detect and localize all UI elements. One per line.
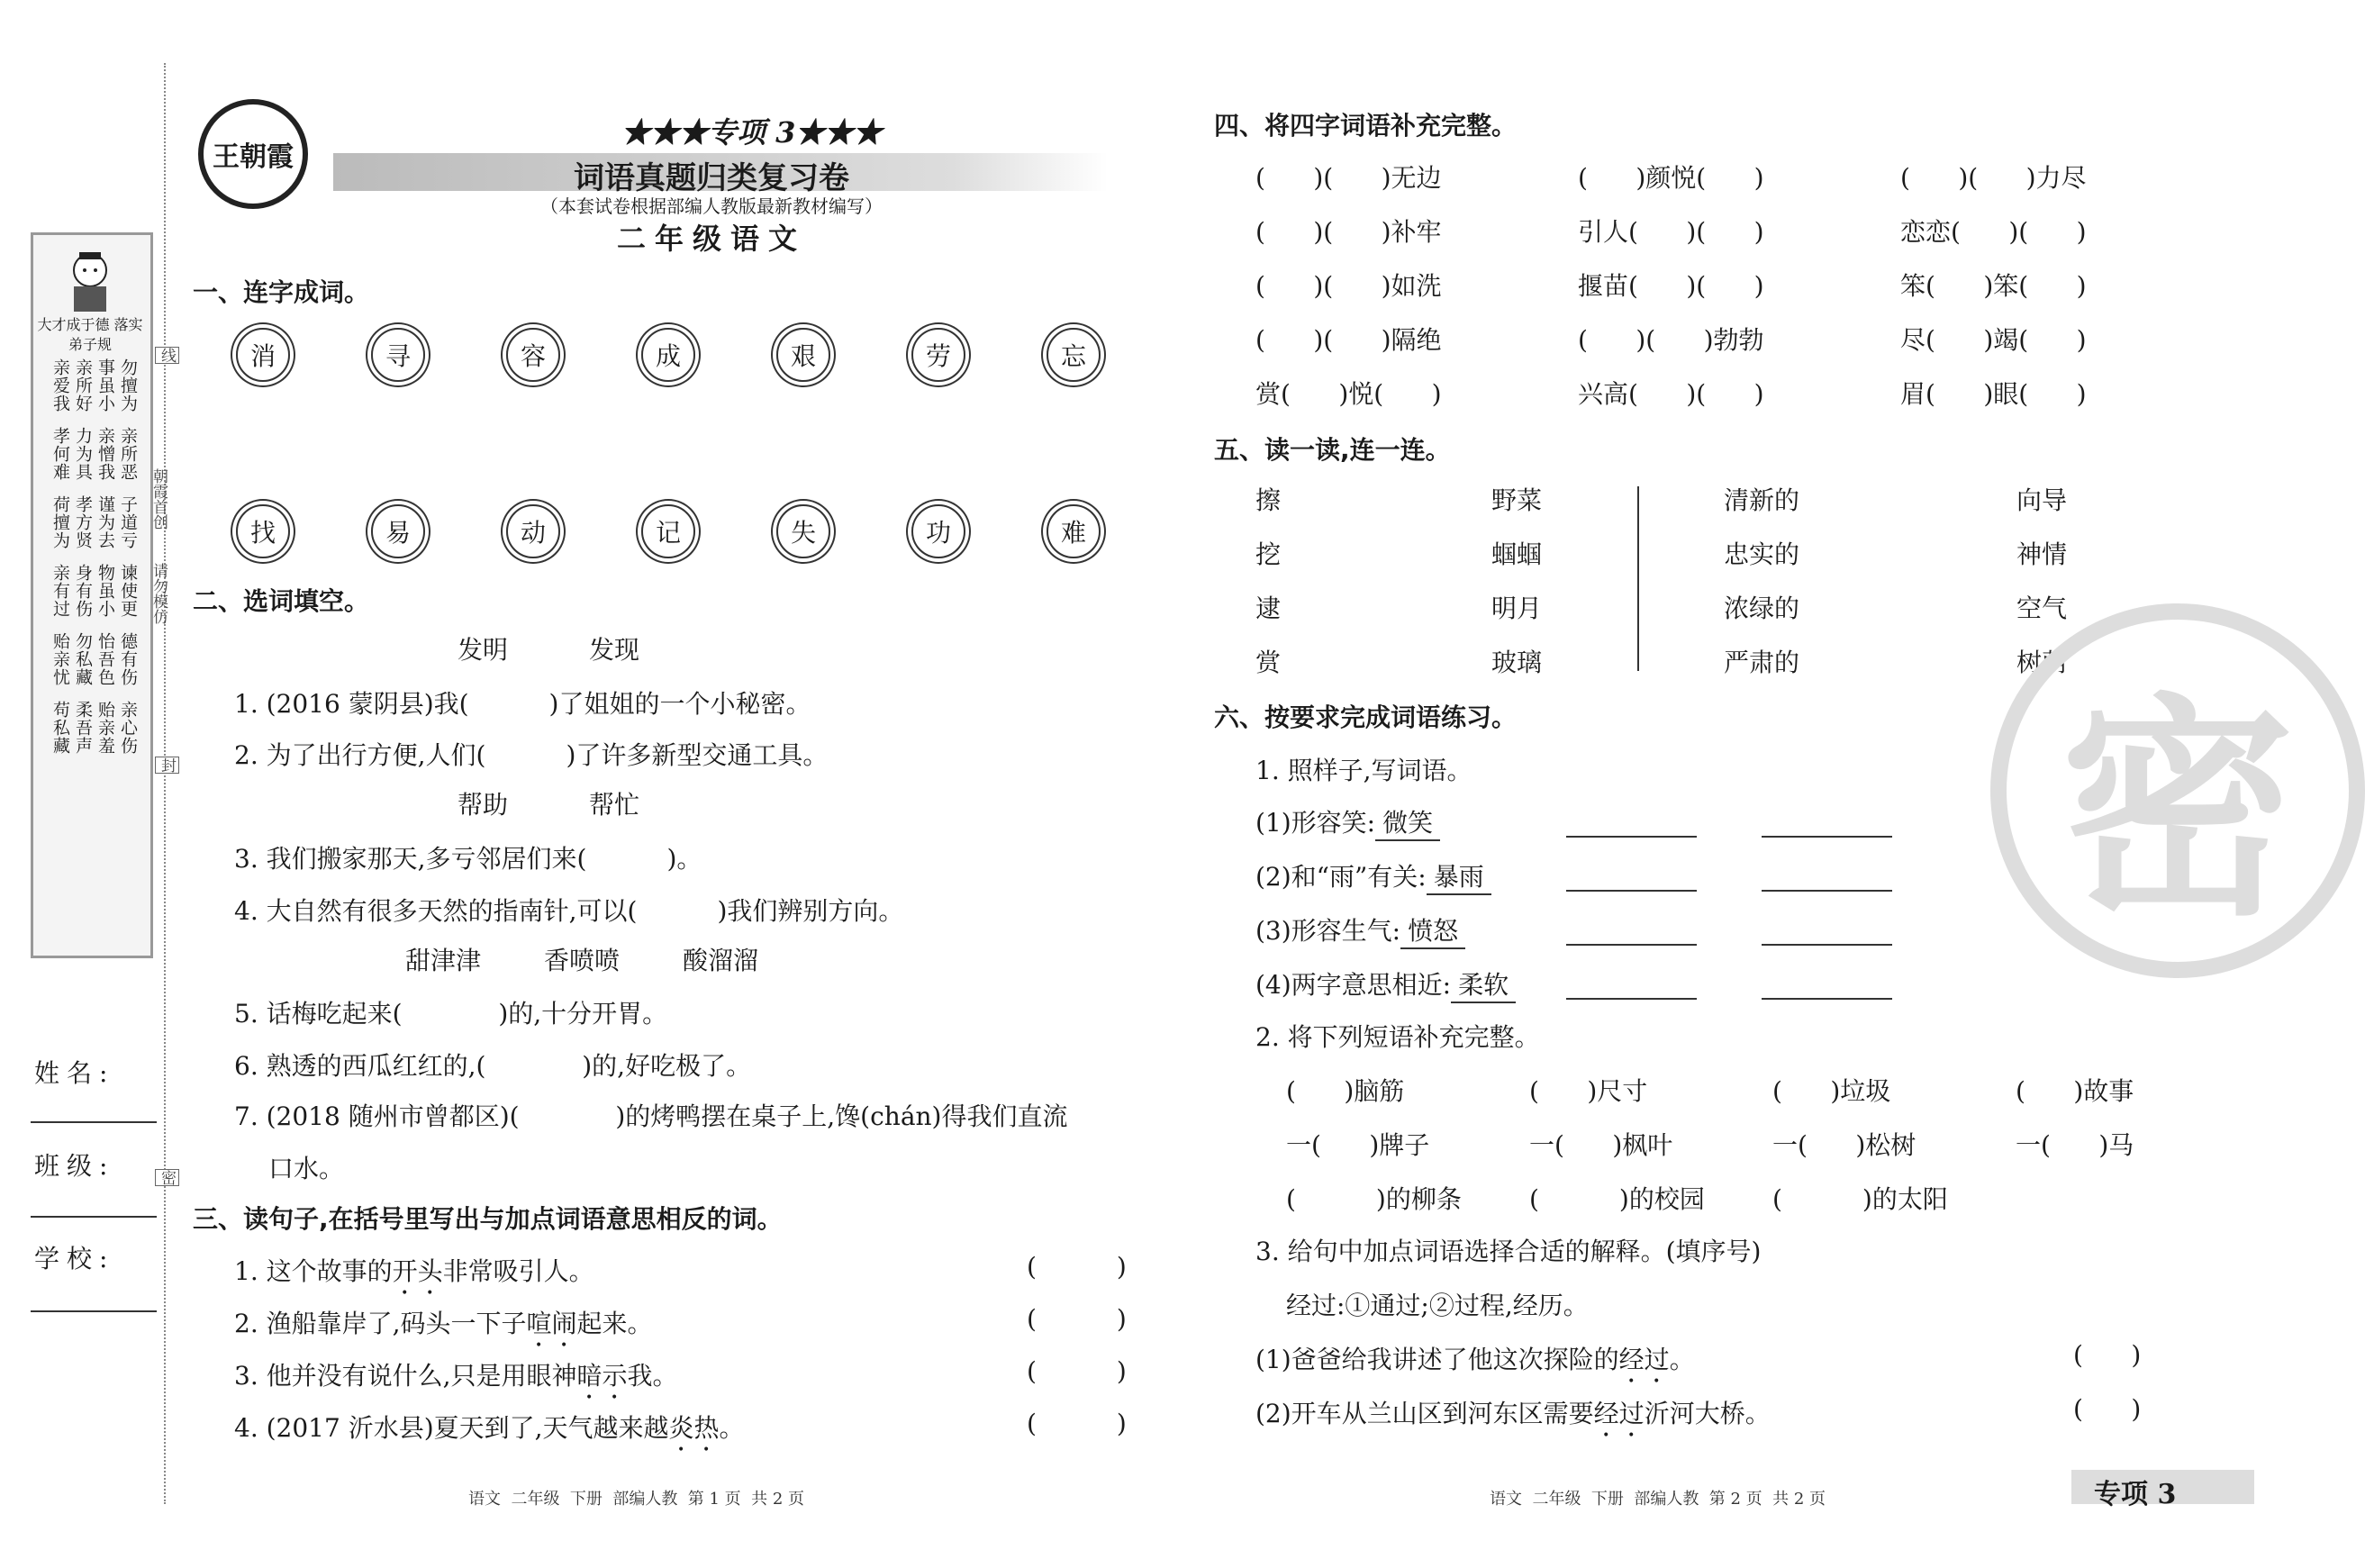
idiom-blank[interactable]: 引人( )( )	[1578, 217, 1764, 247]
section3-item	[234, 1356, 678, 1405]
secret-seal: 密	[1990, 603, 2365, 978]
question-2-5: 5. 话梅吃起来( )的,十分开胃。	[234, 999, 668, 1029]
sidebar-verse: 谨为去	[95, 495, 115, 549]
sentence-text: 。	[719, 1413, 745, 1443]
char-flower[interactable]: 艰	[776, 328, 830, 382]
answer-blank[interactable]	[1762, 944, 1892, 946]
match-item[interactable]: 明月	[1491, 594, 1543, 623]
phrase-blank[interactable]: ( )的校园	[1529, 1184, 1705, 1214]
idiom-blank[interactable]: 揠苗( )( )	[1578, 271, 1764, 301]
char-flower[interactable]: 易	[371, 504, 425, 558]
fold-mark-mi: 密	[155, 1169, 179, 1186]
char-flower[interactable]: 功	[911, 504, 965, 558]
name-label: 姓名:	[34, 1058, 115, 1088]
sidebar-note-no-copy: 请勿模仿	[150, 563, 168, 624]
example-label: (4)两字意思相近:	[1255, 970, 1452, 1000]
idiom-blank[interactable]: ( )( )如洗	[1255, 271, 1442, 301]
example-row	[1255, 803, 1440, 841]
phrase-blank[interactable]: ( )故事	[2016, 1076, 2134, 1106]
sidebar-verse: 亲所好	[73, 358, 93, 412]
section5-title: 五、读一读,连一连。	[1214, 435, 1451, 465]
phrase-blank[interactable]: ( )尺寸	[1529, 1076, 1648, 1106]
footer-tab: 专项 3	[2094, 1479, 2177, 1510]
section6-sub3: 3. 给句中加点词语选择合适的解释。(填序号)	[1255, 1237, 1762, 1266]
section3-title: 三、读句子,在括号里写出与加点词语意思相反的词。	[193, 1204, 783, 1234]
fold-mark-feng: 封	[155, 757, 179, 774]
section4-title: 四、将四字词语补充完整。	[1214, 111, 1518, 140]
match-item[interactable]: 忠实的	[1724, 539, 1800, 569]
phrase-blank[interactable]: ( )的柳条	[1286, 1184, 1462, 1214]
sidebar-verse: 身有伤	[73, 564, 93, 618]
phrase-blank[interactable]: 一( )枫叶	[1529, 1130, 1673, 1160]
word-option: 发现	[589, 635, 640, 665]
answer-blank[interactable]	[1566, 836, 1697, 838]
sidebar-verse: 子道亏	[118, 495, 138, 549]
char-flower[interactable]: 劳	[911, 328, 965, 382]
word-option: 甜津津	[405, 946, 482, 975]
section6-meaning: 经过:①通过;②过程,经历。	[1286, 1291, 1589, 1320]
section1-row1	[236, 328, 1101, 382]
sidebar-verse: 柔吾声	[73, 701, 93, 755]
sidebar-verse: 贻亲忧	[50, 632, 70, 686]
match-item[interactable]: 浓绿的	[1724, 594, 1800, 623]
section3-item	[234, 1304, 653, 1353]
example-label: (2)和“雨”有关:	[1255, 862, 1427, 892]
section6-sub2: 2. 将下列短语补充完整。	[1255, 1022, 1540, 1052]
answer-blank[interactable]	[1762, 998, 1892, 1000]
match-item[interactable]: 野菜	[1491, 485, 1543, 515]
section1-row2	[236, 504, 1101, 558]
footer-left: 语文 二年级 下册 部编人教 第 1 页 共 2 页	[468, 1490, 805, 1509]
answer-blank[interactable]	[1566, 890, 1697, 892]
sidebar-cartoon	[54, 243, 126, 315]
question-2-1: 1. (2016 蒙阴县)我( )了姐姐的一个小秘密。	[234, 689, 811, 719]
sidebar-verse: 事虽小	[95, 358, 115, 412]
sidebar-verse: 苟私藏	[50, 701, 70, 755]
name-field[interactable]	[31, 1121, 157, 1123]
sidebar-verse: 亲心伤	[118, 701, 138, 755]
section6-title: 六、按要求完成词语练习。	[1214, 702, 1518, 732]
idiom-blank[interactable]: 恋恋( )( )	[1900, 217, 2087, 247]
sidebar-verse: 勿擅为	[118, 358, 138, 412]
sidebar-note-original: 朝霞首创	[150, 468, 168, 530]
idiom-blank[interactable]: 赏( )悦( )	[1255, 379, 1442, 409]
idiom-blank[interactable]: 眉( )眼( )	[1900, 379, 2087, 409]
match-item[interactable]: 玻璃	[1491, 648, 1543, 677]
word-option: 香喷喷	[544, 946, 621, 975]
sidebar-verse: 贻亲羞	[95, 701, 115, 755]
idiom-blank[interactable]: ( )( )补牢	[1255, 217, 1442, 247]
dotted-word: 开头	[392, 1256, 443, 1286]
match-item[interactable]: 严肃的	[1724, 648, 1800, 677]
footer-right: 语文 二年级 下册 部编人教 第 2 页 共 2 页	[1490, 1490, 1826, 1509]
section5-matching	[1255, 481, 2102, 688]
answer-blank[interactable]	[1762, 836, 1892, 838]
idiom-blank[interactable]: ( )( )勃勃	[1578, 325, 1764, 355]
match-item[interactable]: 清新的	[1724, 485, 1800, 515]
sidebar-verse: 亲有过	[50, 564, 70, 618]
answer-paren[interactable]: ( )	[2073, 1340, 2142, 1370]
word-group-3	[405, 941, 758, 977]
section2-title: 二、选词填空。	[193, 586, 370, 616]
sidebar-verse: 物虽小	[95, 564, 115, 618]
section3-item	[234, 1252, 594, 1301]
section1-title: 一、连字成词。	[193, 277, 370, 307]
sentence-text: 我。	[627, 1361, 678, 1391]
answer-paren[interactable]: ( )	[1027, 1409, 1127, 1438]
match-item[interactable]: 向导	[2016, 485, 2068, 515]
example-row	[1255, 857, 1491, 895]
page-title: 词语真题归类复习卷	[574, 160, 849, 196]
phrase-blank[interactable]: ( )垃圾	[1772, 1076, 1891, 1106]
word-option: 帮助	[458, 790, 509, 820]
word-option: 帮忙	[589, 790, 640, 820]
dotted-word: 炎热	[668, 1413, 720, 1443]
char-flower[interactable]: 寻	[371, 328, 425, 382]
idiom-blank[interactable]: ( )( )隔绝	[1255, 325, 1442, 355]
example-row	[1255, 911, 1465, 949]
match-item[interactable]: 空气	[2016, 594, 2068, 623]
phrase-blank[interactable]: 一( )马	[2016, 1130, 2134, 1160]
question-2-6: 6. 熟透的西瓜红红的,( )的,好吃极了。	[234, 1051, 752, 1081]
fold-mark-xian: 线	[155, 347, 179, 364]
phrase-blank[interactable]: 一( )牌子	[1286, 1130, 1430, 1160]
phrase-blank[interactable]: ( )的太阳	[1772, 1184, 1948, 1214]
match-item[interactable]: 擦	[1255, 485, 1282, 515]
idiom-blank[interactable]: 尽( )竭( )	[1900, 325, 2087, 355]
sidebar-verse: 孝何难	[50, 427, 70, 481]
match-item[interactable]: 蝈蝈	[1491, 539, 1543, 569]
sentence-text: 非常吸引人。	[442, 1256, 594, 1286]
char-flower[interactable]: 难	[1047, 504, 1101, 558]
example-word: 柔软	[1451, 965, 1516, 1003]
sidebar-verse: 怡吾色	[95, 632, 115, 686]
section3-item	[234, 1409, 745, 1457]
school-field[interactable]	[31, 1310, 157, 1312]
class-label: 班级:	[34, 1151, 115, 1181]
brand-logo: 王朝霞	[198, 99, 308, 209]
example-word: 暴雨	[1427, 857, 1491, 895]
sidebar-verse: 勿私藏	[73, 632, 93, 686]
char-flower[interactable]: 忘	[1047, 328, 1101, 382]
word-option: 发明	[458, 635, 509, 665]
example-label: (3)形容生气:	[1255, 916, 1401, 946]
school-label: 学校:	[34, 1244, 115, 1273]
sidebar-verse: 谏使更	[118, 564, 138, 618]
idiom-blank[interactable]: 笨( )笨( )	[1900, 271, 2087, 301]
char-flower[interactable]: 动	[506, 504, 560, 558]
match-item[interactable]: 挖	[1255, 539, 1282, 569]
phrase-blank[interactable]: 一( )松树	[1772, 1130, 1916, 1160]
example-row	[1255, 965, 1516, 1003]
sidebar-verse: 荷擅为	[50, 495, 70, 549]
question-2-7-cont: 口水。	[268, 1154, 345, 1183]
answer-blank[interactable]	[1762, 890, 1892, 892]
word-group-2	[458, 785, 639, 821]
class-field[interactable]	[31, 1216, 157, 1218]
example-word: 愤怒	[1400, 911, 1465, 949]
sidebar-verses	[49, 358, 139, 769]
answer-blank[interactable]	[1566, 998, 1697, 1000]
phrase-blank[interactable]: ( )脑筋	[1286, 1076, 1405, 1106]
sidebar-verse: 力为具	[73, 427, 93, 481]
sidebar-verse: 孝方贤	[73, 495, 93, 549]
sentence-text: 3. 他并没有说什么,只是用眼神	[234, 1361, 577, 1391]
char-flower[interactable]: 成	[641, 328, 695, 382]
answer-paren[interactable]: ( )	[1027, 1252, 1127, 1282]
example-label: (1)形容笑:	[1255, 808, 1376, 838]
char-flower[interactable]: 记	[641, 504, 695, 558]
section6-sub1: 1. 照样子,写词语。	[1255, 756, 1472, 785]
question-2-7: 7. (2018 随州市曾都区)( )的烤鸭摆在桌子上,馋(chán)得我们直流	[234, 1101, 1068, 1131]
idiom-blank[interactable]: ( )颜悦( )	[1578, 163, 1764, 193]
word-option: 酸溜溜	[683, 946, 759, 975]
sentence-text: 1. 这个故事的	[234, 1256, 393, 1286]
dotted-word: 喧闹	[526, 1309, 577, 1338]
sidebar-verse: 亲憎我	[95, 427, 115, 481]
fold-line	[164, 63, 166, 1504]
question-2-2: 2. 为了出行方便,人们( )了许多新型交通工具。	[234, 740, 829, 770]
char-flower[interactable]: 消	[236, 328, 290, 382]
question-2-4: 4. 大自然有很多天然的指南针,可以( )我们辨别方向。	[234, 896, 904, 926]
page-subtitle: （本套试卷根据部编人教版最新教材编写）	[540, 195, 883, 217]
char-flower[interactable]: 找	[236, 504, 290, 558]
answer-paren[interactable]: ( )	[1027, 1356, 1127, 1386]
sentence-text: 2. 渔船靠岸了,码头一下子	[234, 1309, 527, 1338]
char-flower[interactable]: 失	[776, 504, 830, 558]
sidebar-verse: 德有伤	[118, 632, 138, 686]
word-group-1	[458, 630, 639, 666]
match-item[interactable]: 赏	[1255, 648, 1282, 677]
section6-sentence-2: (2)开车从兰山区到河东区需要经过沂河大桥。	[1255, 1399, 1771, 1428]
char-flower[interactable]: 容	[506, 328, 560, 382]
example-word: 微笑	[1375, 803, 1440, 841]
grade-label: 二年级语文	[616, 222, 806, 256]
answer-paren[interactable]: ( )	[2073, 1394, 2142, 1424]
idiom-blank[interactable]: ( )( )无边	[1255, 163, 1442, 193]
section6-sentence-1: (1)爸爸给我讲述了他这次探险的经过。	[1255, 1345, 1695, 1374]
question-2-3: 3. 我们搬家那天,多亏邻居们来( )。	[234, 844, 702, 874]
sidebar-motto: 大才成于德 落实弟子规	[37, 316, 143, 353]
dotted-word: 暗示	[576, 1361, 628, 1391]
match-item[interactable]: 逮	[1255, 594, 1282, 623]
match-item[interactable]: 树荫	[2016, 648, 2068, 677]
sentence-text: 4. (2017 沂水县)夏天到了,天气越来越	[234, 1413, 669, 1443]
idiom-blank[interactable]: 兴高( )( )	[1578, 379, 1764, 409]
sidebar-verse: 亲爱我	[50, 358, 70, 412]
sentence-text: 起来。	[576, 1309, 653, 1338]
answer-paren[interactable]: ( )	[1027, 1304, 1127, 1334]
topic-label: ★★★专项 3★★★	[621, 115, 883, 150]
idiom-blank[interactable]: ( )( )力尽	[1900, 163, 2087, 193]
match-item[interactable]: 神情	[2016, 539, 2068, 569]
answer-blank[interactable]	[1566, 944, 1697, 946]
sidebar-verse: 亲所恶	[118, 427, 138, 481]
